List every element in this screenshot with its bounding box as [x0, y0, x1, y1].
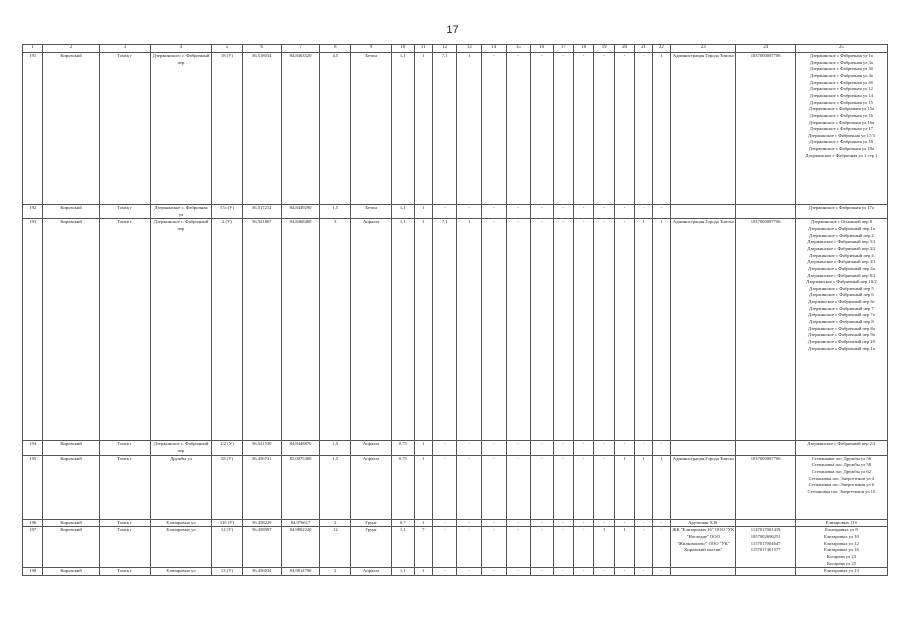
- table-row: [23, 455, 888, 519]
- table-cell: -: [531, 219, 553, 441]
- table-cell: Кировский: [43, 441, 99, 455]
- column-header: 10: [392, 45, 414, 53]
- table-cell: -: [573, 219, 593, 441]
- column-header: 21: [635, 45, 652, 53]
- address-item: Дзержинское с Фабричный пер 2/2: [807, 441, 876, 447]
- column-header: 25: [795, 45, 887, 53]
- column-header: 22: [652, 45, 670, 53]
- table-cell: 56,458229: [242, 519, 281, 527]
- address-item: Дзержинское с Фабричная ул 15а: [808, 106, 875, 112]
- address-item: Дзержинское с Фабричная ул 4а: [809, 72, 873, 78]
- table-cell: 196: [23, 519, 43, 527]
- table-cell: 56,521530: [242, 441, 281, 455]
- address-item: Дзержинское с Фабричная ул 3б: [809, 66, 874, 72]
- table-cell: 192: [23, 204, 43, 218]
- address-item: Дзержинское с Фабричный пер 5: [809, 285, 874, 291]
- table-cell: 191: [23, 52, 43, 204]
- table-cell: -: [652, 568, 670, 576]
- table-cell: [736, 519, 795, 527]
- table-cell: Елизаровых ул: [150, 568, 211, 576]
- table-cell: Асфальт: [351, 455, 392, 519]
- table-cell: -: [594, 219, 614, 441]
- table-cell: 0,75: [392, 455, 414, 519]
- table-row: [23, 568, 888, 576]
- table-cell: -: [481, 568, 506, 576]
- table-cell: -: [457, 527, 482, 568]
- table-cell: -: [531, 441, 553, 455]
- address-item: Дзержинское с Фабричная ул 12: [809, 86, 873, 92]
- table-cell: 1,5: [320, 441, 351, 455]
- register-table: [22, 44, 888, 576]
- table-cell: 1: [414, 455, 432, 519]
- column-header: 3: [99, 45, 150, 53]
- table-cell: -: [553, 568, 573, 576]
- table-cell: 84,8448870: [281, 441, 320, 455]
- address-item: Косарева ул 25: [826, 560, 856, 566]
- table-cell: -: [457, 519, 482, 527]
- page-number: 17: [446, 24, 459, 36]
- table-cell: -: [457, 568, 482, 576]
- table-cell: [671, 441, 736, 455]
- table-cell: 1: [635, 455, 652, 519]
- table-cell: 56,521867: [242, 219, 281, 441]
- table-cell: -: [573, 52, 593, 204]
- table-cell: -: [652, 519, 670, 527]
- table-cell: 1: [652, 219, 670, 441]
- column-header: 12: [432, 45, 457, 53]
- table-cell: 84,976617: [281, 519, 320, 527]
- column-header: 13: [457, 45, 482, 53]
- table-cell: -: [531, 204, 553, 218]
- table-cell: -: [594, 568, 614, 576]
- table-cell: -: [506, 519, 531, 527]
- header-row: [23, 45, 888, 53]
- table-cell: -: [573, 441, 593, 455]
- address-list: [795, 568, 887, 576]
- address-item: Дзержинское с Основной пер 8: [810, 219, 872, 225]
- table-cell: 84,8468460: [281, 219, 320, 441]
- table-cell: -: [614, 441, 634, 455]
- address-item: Дзержинское с Фабричная ул 17/3: [807, 132, 875, 138]
- table-cell: -: [481, 455, 506, 519]
- table-cell: Дзержинское с. Фабричный пер: [150, 441, 211, 455]
- table-cell: 198: [23, 568, 43, 576]
- table-cell: Томск г: [99, 219, 150, 441]
- table-cell: 11б (У): [212, 519, 243, 527]
- table-cell: 84,8449290: [281, 204, 320, 218]
- address-item: Дзержинское с Фабричный пер 3/1: [807, 239, 876, 245]
- table-cell: -: [432, 568, 457, 576]
- table-cell: -: [553, 204, 573, 218]
- table-cell: 7: [414, 527, 432, 568]
- table-cell: -: [573, 455, 593, 519]
- address-item: Дзержинское с Фабричная ул 17а: [808, 204, 875, 210]
- table-cell: Асфальт: [351, 219, 392, 441]
- table-cell: Арутюнян Х.В.: [671, 519, 736, 527]
- address-item: Дзержинское с Фабричный пер 8а: [808, 325, 875, 331]
- table-cell: -: [432, 455, 457, 519]
- table-cell: Томск г: [99, 52, 150, 204]
- table-cell: -: [481, 52, 506, 204]
- address-item: Дзержинское с Фабричный пер 1а: [808, 345, 875, 351]
- address-item: Дзержинское с Фабричный пер 7: [809, 305, 874, 311]
- table-cell: -: [652, 441, 670, 455]
- address-item: Дзержинское с Фабричный пер 4/1: [807, 259, 876, 265]
- address-item: Дзержинское с Фабричная ул 16: [809, 112, 873, 118]
- table-cell: 1: [414, 568, 432, 576]
- address-item: Дзержинское с Фабричная ул 4б: [809, 79, 874, 85]
- table-cell: -: [481, 519, 506, 527]
- address-item: Елизаровых ул 8: [825, 527, 858, 533]
- table-cell: -: [614, 519, 634, 527]
- table-cell: -: [553, 52, 573, 204]
- table-cell: -: [573, 527, 593, 568]
- table-cell: Томск г: [99, 441, 150, 455]
- address-item: Елизаровых ул 12: [823, 540, 859, 546]
- table-cell: 1: [414, 441, 432, 455]
- table-cell: -: [531, 455, 553, 519]
- table-cell: 197: [23, 527, 43, 568]
- table-row: [23, 52, 888, 204]
- table-cell: -: [652, 204, 670, 218]
- table-cell: 56,518034: [242, 52, 281, 204]
- table-cell: 1,1: [392, 204, 414, 218]
- table-cell: [736, 568, 795, 576]
- table-cell: 1: [414, 52, 432, 204]
- table-cell: 1: [614, 527, 634, 568]
- table-cell: 12 (У): [212, 527, 243, 568]
- table-cell: 1: [457, 52, 482, 204]
- table-cell: 0,75: [392, 441, 414, 455]
- table-cell: 2/2 (У): [212, 441, 243, 455]
- table-row: [23, 219, 888, 441]
- table-cell: -: [506, 204, 531, 218]
- table-cell: -: [506, 455, 531, 519]
- table-cell: -: [506, 527, 531, 568]
- table-row: [23, 204, 888, 218]
- table-cell: Кировский: [43, 519, 99, 527]
- table-cell: [671, 568, 736, 576]
- column-header: 4: [150, 45, 211, 53]
- table-cell: -: [457, 204, 482, 218]
- table-cell: 0,7: [392, 519, 414, 527]
- table-cell: 1037000087706: [736, 455, 795, 519]
- table-cell: Администрация Города Томска: [671, 219, 736, 441]
- table-cell: -: [481, 527, 506, 568]
- address-list: [795, 52, 887, 204]
- table-cell: -: [506, 441, 531, 455]
- table-cell: 56,517212: [242, 204, 281, 218]
- table-cell: -: [635, 204, 652, 218]
- table-cell: -: [506, 568, 531, 576]
- address-item: Дзержинское с Фабричный пер 10/2: [806, 279, 877, 285]
- address-item: Дзержинское с Фабричный пер 4а: [808, 265, 875, 271]
- table-cell: Дзержинское с. Фабричная ул: [150, 204, 211, 218]
- table-cell: -: [531, 527, 553, 568]
- table-cell: -: [594, 519, 614, 527]
- table-cell: Асфальт: [351, 441, 392, 455]
- column-header: 20: [614, 45, 634, 53]
- table-cell: -: [432, 527, 457, 568]
- table-cell: -: [531, 52, 553, 204]
- column-header: 14: [481, 45, 506, 53]
- address-item: Дзержинское с Фабричная ул 19а: [808, 146, 875, 152]
- table-cell: Администрация Города Томска: [671, 52, 736, 204]
- table-cell: 195: [23, 455, 43, 519]
- table-cell: Кировский: [43, 204, 99, 218]
- address-item: Елизаровых 11б: [825, 519, 858, 525]
- table-cell: 194: [23, 441, 43, 455]
- table-cell: 1147017001419 1057002696251 1157017004647 1157017401577: [736, 527, 795, 568]
- address-list: [795, 219, 887, 441]
- table-cell: -: [553, 455, 573, 519]
- table-cell: -: [594, 52, 614, 204]
- address-item: Дзержинское с Фабричная ул 16а: [808, 119, 875, 125]
- address-item: Дзержинское с Фабричный пер 7а: [808, 312, 875, 318]
- table-cell: 1: [652, 52, 670, 204]
- table-cell: Томск г: [99, 204, 150, 218]
- address-item: Дзержинское с Фабричная ул 15: [809, 99, 873, 105]
- table-row: [23, 441, 888, 455]
- table-cell: 4,5: [320, 52, 351, 204]
- table-cell: -: [457, 455, 482, 519]
- address-item: Дзержинское с Фабричный пер 10: [807, 339, 875, 345]
- address-list: [795, 519, 887, 527]
- column-header: 15: [506, 45, 531, 53]
- table-cell: 2 (У): [212, 219, 243, 441]
- table-cell: Елизаровых ул: [150, 519, 211, 527]
- table-cell: 1: [652, 455, 670, 519]
- column-header: 23: [671, 45, 736, 53]
- table-cell: 2: [320, 568, 351, 576]
- table-cell: 56,456731: [242, 455, 281, 519]
- table-cell: Томск г: [99, 527, 150, 568]
- address-list: [795, 204, 887, 218]
- address-item: Дзержинское с Фабричная ул 14: [809, 92, 873, 98]
- table-cell: 1: [594, 527, 614, 568]
- address-item: Дзержинское с Фабричный пер 8/2: [807, 272, 876, 278]
- address-item: Елизаровых ул 13: [823, 568, 859, 574]
- table-cell: -: [635, 52, 652, 204]
- table-cell: 1: [414, 219, 432, 441]
- table-cell: 56,456034: [242, 568, 281, 576]
- table-row: [23, 519, 888, 527]
- address-item: Дзержинское с Фабричный пер 8: [809, 319, 874, 325]
- table-cell: 84,8463520: [281, 52, 320, 204]
- table-cell: -: [553, 441, 573, 455]
- table-cell: 85,0075360: [281, 455, 320, 519]
- table-cell: -: [481, 219, 506, 441]
- column-header: 16: [531, 45, 553, 53]
- table-cell: Бетон: [351, 204, 392, 218]
- table-cell: -: [531, 519, 553, 527]
- table-cell: -: [457, 441, 482, 455]
- table-cell: -: [573, 519, 593, 527]
- address-item: Дзержинское с Фабричная ул 1а: [809, 52, 873, 58]
- table-cell: 56,458997: [242, 527, 281, 568]
- table-cell: Бетон: [351, 52, 392, 204]
- table-cell: Кировский: [43, 527, 99, 568]
- table-cell: -: [553, 527, 573, 568]
- table-cell: Томск г: [99, 519, 150, 527]
- address-item: Дзержинское с Фабричный пер 4: [809, 252, 874, 258]
- column-header: 6: [242, 45, 281, 53]
- table-cell: 1,1: [392, 52, 414, 204]
- table-cell: 1: [457, 219, 482, 441]
- table-cell: Грунт: [351, 519, 392, 527]
- table-cell: Дзержинское с. Фабричный пер: [150, 219, 211, 441]
- address-item: Дзержинское с Фабричный пер 1а: [808, 225, 875, 231]
- column-header: 5: [212, 45, 243, 53]
- address-item: Степановка пос Дружбы ул 62: [811, 468, 872, 474]
- address-item: Дзержинское с Фабричная ул 1 стр 1: [805, 152, 878, 158]
- table-cell: -: [614, 52, 634, 204]
- table-cell: -: [614, 204, 634, 218]
- table-cell: Томск г: [99, 455, 150, 519]
- table-cell: -: [635, 441, 652, 455]
- table-cell: -: [594, 441, 614, 455]
- address-item: Дзержинское с Фабричная ул 18: [809, 139, 873, 145]
- column-header: 2: [43, 45, 99, 53]
- table-cell: 1,1: [392, 568, 414, 576]
- address-list: [795, 527, 887, 568]
- column-header: 18: [573, 45, 593, 53]
- column-header: 11: [414, 45, 432, 53]
- column-header: 9: [351, 45, 392, 53]
- table-cell: -: [531, 568, 553, 576]
- column-header: 7: [281, 45, 320, 53]
- table-cell: 3: [320, 219, 351, 441]
- table-cell: -: [432, 519, 457, 527]
- table-cell: 18 (У): [212, 52, 243, 204]
- address-item: Дзержинское с Фабричная ул 17: [809, 126, 873, 132]
- table-cell: 1: [414, 204, 432, 218]
- address-item: Дзержинское с Фабричный пер 9а: [808, 332, 875, 338]
- table-cell: Дзержинского с. Фабричный пер: [150, 52, 211, 204]
- table-cell: Грунт: [351, 527, 392, 568]
- address-item: Степановка пос Энергетиков ул 6: [808, 482, 875, 488]
- table-cell: 1,5: [320, 455, 351, 519]
- address-item: Степановка пос Дружбы ул 58: [811, 462, 872, 468]
- table-cell: Томск г: [99, 568, 150, 576]
- address-item: Степановка пос Энергетиков ул 10: [807, 488, 876, 494]
- table-cell: 7,1: [432, 52, 457, 204]
- table-cell: 1037000087706: [736, 219, 795, 441]
- address-item: Косарева ул 23: [826, 553, 856, 559]
- table-cell: 193: [23, 219, 43, 441]
- table-cell: 1037000087706: [736, 52, 795, 204]
- table-cell: [736, 441, 795, 455]
- table-cell: Асфальт: [351, 568, 392, 576]
- table-cell: 1: [635, 219, 652, 441]
- table-cell: -: [614, 568, 634, 576]
- table-cell: 12: [320, 527, 351, 568]
- table-cell: Дружбы ул: [150, 455, 211, 519]
- table-cell: -: [553, 219, 573, 441]
- table-cell: Елизаровых ул: [150, 527, 211, 568]
- table-cell: Кировский: [43, 52, 99, 204]
- table-cell: -: [432, 441, 457, 455]
- table-cell: -: [635, 519, 652, 527]
- address-item: Дзержинское с Фабричный пер 3/2: [807, 245, 876, 251]
- table-cell: Администрация Города Томска: [671, 455, 736, 519]
- table-cell: [671, 204, 736, 218]
- table-cell: -: [481, 204, 506, 218]
- table-cell: Кировский: [43, 568, 99, 576]
- address-item: Елизаровых ул 16: [823, 547, 859, 553]
- table-cell: 1: [414, 519, 432, 527]
- column-header: 17: [553, 45, 573, 53]
- table-cell: -: [481, 441, 506, 455]
- table-cell: -: [652, 527, 670, 568]
- table-cell: Кировский: [43, 219, 99, 441]
- table-cell: -: [432, 204, 457, 218]
- table-cell: 1,1: [392, 527, 414, 568]
- table-cell: -: [506, 52, 531, 204]
- table-cell: 13 (У): [212, 568, 243, 576]
- column-header: 24: [736, 45, 795, 53]
- table-row: [23, 527, 888, 568]
- table-cell: -: [594, 455, 614, 519]
- address-item: Дзержинское с Фабричный пер 6: [809, 292, 874, 298]
- table-cell: 7,1: [432, 219, 457, 441]
- address-item: Дзержинское с Фабричный пер 6г: [808, 299, 875, 305]
- address-list: [795, 441, 887, 455]
- table-cell: -: [594, 204, 614, 218]
- address-item: Степановка пос Дружбы ул 56: [811, 455, 872, 461]
- table-cell: 58 (У): [212, 455, 243, 519]
- table-cell: -: [553, 519, 573, 527]
- table-cell: ЖК "Елизаровых 16" ООО "УК "Наследие" ООО "Жилкомплекс" ООО "УК" Кировский массив": [671, 527, 736, 568]
- address-item: Дзержинское с Фабричная ул 3а: [809, 59, 873, 65]
- column-header: 1: [23, 45, 43, 53]
- table-cell: 1: [614, 455, 634, 519]
- address-item: Степановка пос Энергетиков ул 4: [808, 475, 875, 481]
- table-cell: -: [635, 568, 652, 576]
- table-cell: Кировский: [43, 455, 99, 519]
- table-cell: [736, 204, 795, 218]
- column-header: 8: [320, 45, 351, 53]
- address-item: Дзержинское с Фабричный пер 2: [809, 232, 874, 238]
- table-cell: 1,1: [392, 219, 414, 441]
- address-list: [795, 455, 887, 519]
- table-cell: 17а (У): [212, 204, 243, 218]
- table-cell: -: [573, 568, 593, 576]
- table-cell: -: [573, 204, 593, 218]
- table-cell: -: [614, 219, 634, 441]
- table-cell: -: [506, 219, 531, 441]
- table-cell: 84,9802220: [281, 527, 320, 568]
- table-cell: 2: [320, 519, 351, 527]
- address-item: Елизаровых ул 10: [823, 533, 859, 539]
- table-cell: 84,9814790: [281, 568, 320, 576]
- column-header: 19: [594, 45, 614, 53]
- table-cell: -: [635, 527, 652, 568]
- table-cell: 1,5: [320, 204, 351, 218]
